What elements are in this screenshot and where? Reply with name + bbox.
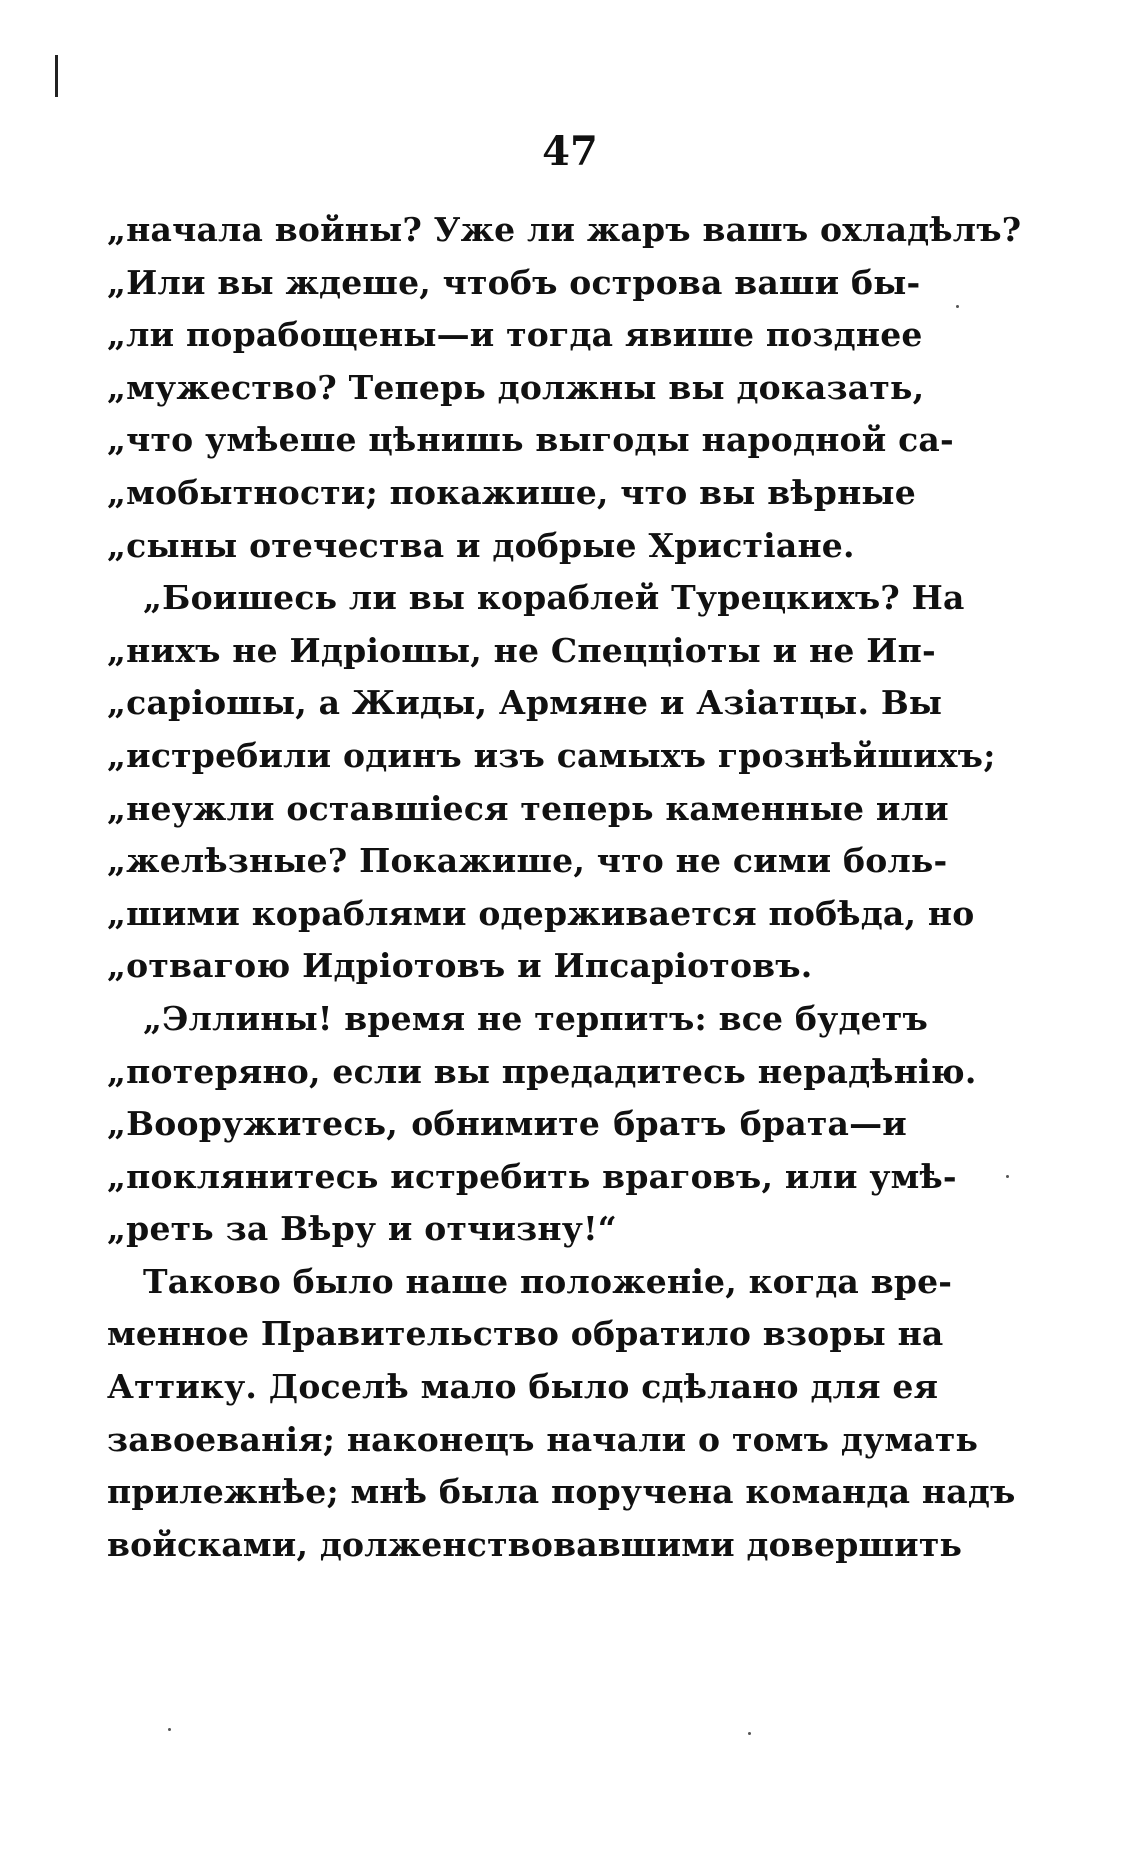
- text-line: прилежнѣе; мнѣ была поручена команда надъ: [107, 1472, 1016, 1512]
- text-line: „мужество? Теперь должны вы доказать,: [107, 367, 925, 407]
- page-number: 47: [542, 128, 598, 175]
- text-line: завоеванія; наконецъ начали о томъ думать: [107, 1419, 979, 1459]
- text-line: Аттику. Доселѣ мало было сдѣлано для ея: [107, 1367, 939, 1407]
- text-line: „Или вы ждеше, чтобъ острова ваши бы-: [107, 262, 921, 302]
- text-line: „поклянитесь истребить враговъ, или умѣ-: [107, 1156, 957, 1196]
- paragraph: [107, 204, 1022, 572]
- text-line: менное Правительство обратило взоры на: [107, 1314, 944, 1354]
- text-line: Таково было наше положеніе, когда вре-: [143, 1261, 953, 1301]
- text-line: „нихъ не Идріошы, не Спецціоты и не Ип-: [107, 630, 936, 670]
- text-line: „саріошы, а Жиды, Армяне и Азіатцы. Вы: [107, 683, 943, 723]
- text-line: „неужли оставшіеся теперь каменные или: [107, 788, 949, 828]
- text-line: „истребили одинъ изъ самыхъ грознѣйшихъ;: [107, 735, 996, 775]
- text-line: войсками, долженствовавшими довершить: [107, 1524, 963, 1564]
- text-line: „реть за Вѣру и отчизну!“: [107, 1209, 617, 1249]
- text-line: „ли порабощены—и тогда явише позднее: [107, 315, 923, 355]
- body-text: [107, 204, 1022, 1571]
- margin-mark: [55, 55, 58, 97]
- paragraph: [107, 1256, 1016, 1572]
- text-line: „что умѣеше цѣнишь выгоды народной са-: [107, 420, 954, 460]
- speck: [748, 1732, 751, 1735]
- text-line: „шими кораблями одерживается побѣда, но: [107, 893, 975, 933]
- speck: [956, 305, 959, 308]
- text-line: „желѣзные? Покажише, что не сими боль-: [107, 841, 948, 881]
- speck: [1006, 1175, 1009, 1178]
- text-line: „мобытности; покажише, что вы вѣрные: [107, 472, 916, 512]
- speck: [168, 1728, 171, 1731]
- text-line: „начала войны? Уже ли жаръ вашъ охладѣлъ?: [107, 210, 1022, 249]
- text-line: „сыны отечества и добрые Христіане.: [107, 525, 855, 565]
- paragraph: [107, 993, 977, 1256]
- paragraph: [107, 572, 996, 993]
- text-line: „Боишесь ли вы кораблей Турецкихъ? На: [143, 578, 965, 618]
- text-line: „Вооружитесь, обнимите братъ брата—и: [107, 1104, 907, 1144]
- text-line: „отвагою Идріотовъ и Ипсаріотовъ.: [107, 946, 813, 986]
- text-line: „потеряно, если вы предадитесь нерадѣнію.: [107, 1051, 977, 1091]
- text-line: „Эллины! время не терпитъ: все будетъ: [143, 998, 928, 1038]
